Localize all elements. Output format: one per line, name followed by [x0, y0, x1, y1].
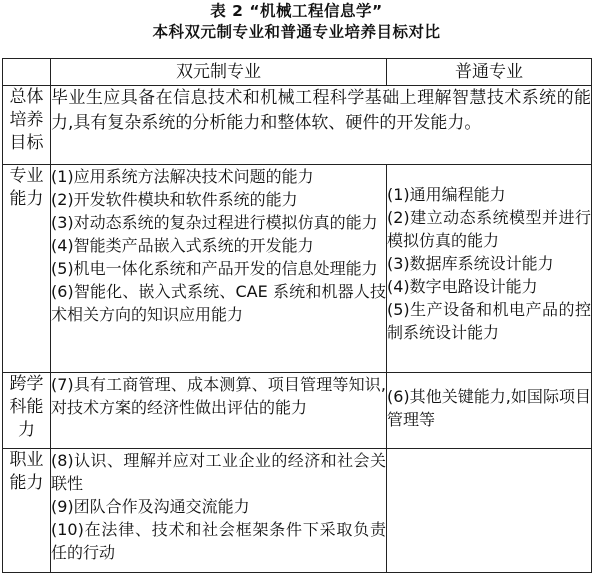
overall-goal-text-cell [51, 86, 592, 165]
list-item: (1)应用系统方法解决技术问题的能力 [51, 167, 314, 186]
row-label-line: 能力 [9, 473, 44, 493]
row-vocational-ability [3, 449, 592, 573]
list-item: (2)建立动态系统模型并进行模拟仿真的能力 [387, 208, 591, 250]
row-label-interdisciplinary-ability [3, 373, 51, 449]
row-label-line: 能力 [9, 189, 44, 209]
professional-dual-cell [51, 165, 387, 373]
row-label-line: 职业 [9, 450, 44, 470]
vocational-normal-cell [387, 449, 592, 573]
row-label-line: 力 [18, 420, 35, 440]
list-item: (5)生产设备和机电产品的控制系统设计能力 [387, 300, 591, 342]
row-label-line: 目标 [9, 133, 44, 153]
list-item: (10)在法律、技术和社会框架条件下采取负责任的行动 [51, 520, 386, 562]
row-label-vocational-ability [3, 449, 51, 573]
row-label-line: 总体 [9, 87, 44, 107]
list-item: (6)其他关键能力,如国际项目管理等 [387, 387, 591, 429]
list-item: (8)认识、理解并应对工业企业的经济和社会关联性 [51, 451, 386, 493]
row-professional-ability [3, 165, 592, 373]
list-item: (1)通用编程能力 [387, 185, 506, 204]
row-interdisciplinary-ability [3, 373, 592, 449]
list-item: (4)数字电路设计能力 [387, 277, 538, 296]
list-item: (3)数据库系统设计能力 [387, 254, 554, 273]
interdisciplinary-dual-cell [51, 373, 387, 449]
row-label-overall-goal [3, 86, 51, 165]
overall-goal-text: 毕业生应具备在信息技术和机械工程科学基础上理解智慧技术系统的能力,具有复杂系统的分析能力和整体软、硬件的开发能力。 [51, 88, 591, 133]
table-caption [0, 1, 593, 42]
header-row [3, 59, 592, 86]
list-item: (4)智能类产品嵌入式系统的开发能力 [51, 236, 314, 255]
interdisciplinary-normal-cell [387, 373, 592, 449]
header-dual-system: 双元制专业 [51, 59, 387, 86]
row-overall-goal [3, 86, 592, 165]
row-label-line: 跨学 [9, 374, 44, 394]
header-empty-cell [3, 59, 51, 86]
list-item: (9)团队合作及沟通交流能力 [51, 497, 250, 516]
table-title: 表 2 “机械工程信息学” [210, 2, 383, 20]
row-label-professional-ability [3, 165, 51, 373]
row-label-line: 培养 [9, 110, 44, 130]
table-subtitle: 本科双元制专业和普通专业培养目标对比 [152, 23, 441, 41]
list-item: (7)具有工商管理、成本测算、项目管理等知识,对技术方案的经济性做出评估的能力 [51, 375, 386, 417]
row-label-line: 专业 [9, 166, 44, 186]
comparison-table [2, 58, 592, 573]
vocational-dual-cell [51, 449, 387, 573]
list-item: (6)智能化、嵌入式系统、CAE 系统和机器人技术相关方向的知识应用能力 [51, 282, 386, 324]
list-item: (3)对动态系统的复杂过程进行模拟仿真的能力 [51, 213, 378, 232]
list-item: (2)开发软件模块和软件系统的能力 [51, 190, 298, 209]
header-regular-program: 普通专业 [387, 59, 592, 86]
list-item: (5)机电一体化系统和产品开发的信息处理能力 [51, 259, 378, 278]
professional-normal-cell [387, 165, 592, 373]
row-label-line: 科能 [9, 397, 44, 417]
